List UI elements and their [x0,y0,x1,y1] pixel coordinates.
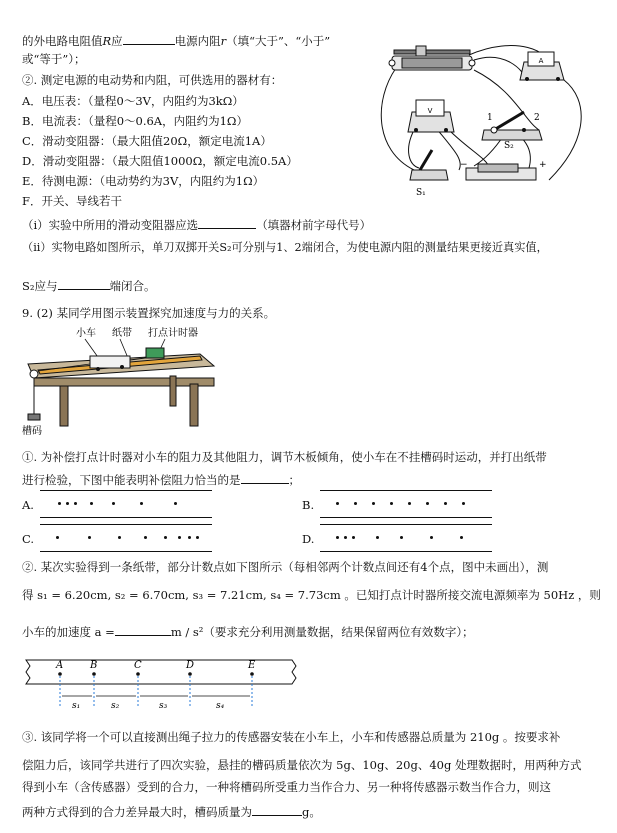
question-ii-line2 [22,278,156,293]
tape-dot [58,502,61,505]
label-tape: 纸带 [112,328,132,339]
battery [460,160,547,180]
text-segment: 的外电路电阻值 [22,34,103,48]
answer-blank[interactable] [241,472,289,484]
item-C: C．滑动变阻器：（最大阻值20Ω，额定电流1A） [22,134,272,148]
label-car: 小车 [76,328,96,339]
point-dot-C [136,672,140,676]
point-label-B: B [90,660,98,671]
q9-step3-line2: 偿阻力后，该同学共进行了四次实验，悬挂的槽码质量依次为 5g、10g、20g、40g 处理数据时，用两种方式 [22,758,582,772]
text-segment: 电源内阻 [174,34,221,48]
voltmeter [408,100,454,132]
counting-tape-figure [22,652,297,716]
segment-label-2: s₂ [111,701,120,711]
tape-dot [462,502,465,505]
answer-blank[interactable] [115,624,171,636]
tape-dot [144,536,147,539]
q9-step2-line1: ②. 某次实验得到一条纸带，部分计数点如下图所示（每相邻两个计数点间还有4个点，图中未画出），测 [22,560,549,574]
point-label-D: D [186,660,195,671]
tape-option-D[interactable] [320,524,492,552]
voltmeter-label: V [427,107,433,115]
battery-minus-label: − [460,160,468,170]
label-weight: 槽码 [22,426,42,437]
ammeter-label: A [538,57,544,65]
tape-dot [174,502,177,505]
tape-option-A[interactable] [40,490,212,518]
q9-step3-line1: ③. 该同学将一个可以直接测出绳子拉力的传感器安装在小车上，小车和传感器总质量为 210g 。按要求补 [22,730,561,744]
tape-dot [344,536,347,539]
text-segment: ； [288,473,300,487]
switch-s2 [482,112,542,151]
point-dot-B [92,672,96,676]
answer-blank[interactable] [252,804,302,816]
item-B: B．电流表：（量程0～0.6A，内阻约为1Ω） [22,114,248,128]
text-segment: m / s²（要求充分利用测量数据，结果保留两位有效数字）； [170,625,474,639]
battery-plus-label: + [539,160,547,170]
item-A: A．电压表：（量程0～3V，内阻约为3kΩ） [22,94,244,108]
tape-dot [376,536,379,539]
tape-dot [88,536,91,539]
tape-dot [112,502,115,505]
point-label-C: C [134,660,142,671]
option-A-label: A. [22,498,34,512]
q9-title: 9. (2) 某同学用图示装置探究加速度与力的关系。 [22,306,276,320]
text-segment: 端闭合。 [109,279,156,293]
tape-dot [336,502,339,505]
segment-label-1: s₁ [72,701,81,711]
text-segment: （填器材前字母代号） [256,218,372,232]
q9-step2-line3 [22,624,474,639]
tape-dot [372,502,375,505]
line-2: 或“等于”）； [22,52,86,66]
s1-label: S₁ [416,188,426,198]
tape-dot [90,502,93,505]
tape-dot [188,536,191,539]
s2-label: S₂ [504,141,514,151]
tape-dot [444,502,447,505]
answer-blank[interactable] [58,278,110,290]
symbol-R: R [102,34,112,48]
tape-dot [408,502,411,505]
tape-dot [400,536,403,539]
question-ii: （ii）实物电路如图所示，单刀双掷开关S₂可分别与1、2端闭合，为使电源内阻的测量结果更接近真实值， [22,241,548,254]
text-segment: 两种方式得到的合力差异最大时，槽码质量为 [22,805,252,819]
point-label-A: A [56,660,64,671]
segment-label-3: s₃ [159,701,168,711]
text-segment: g。 [302,805,321,819]
tape-dot [164,536,167,539]
tape-dot [426,502,429,505]
circuit-diagram [374,40,596,210]
answer-blank[interactable] [123,33,175,45]
apparatus-figure [20,326,220,438]
option-C-label: C. [22,532,35,546]
tape-dot [74,502,77,505]
s2-terminal-1-label: 1 [487,113,493,123]
point-label-E: E [248,660,256,671]
tape-dot [56,536,59,539]
tape-dot [118,536,121,539]
q9-step3-line4 [22,804,321,819]
option-B-label: B. [302,498,315,512]
item-D: D．滑动变阻器：（最大阻值1000Ω，额定电流0.5A） [22,154,298,168]
tape-dot [140,502,143,505]
q9-step1-line1: ①. 为补偿打点计时器对小车的阻力及其他阻力，调节木板倾角，使小车在不挂槽码时运动，并打出纸带 [22,450,547,464]
tape-dot [336,536,339,539]
text-segment: S₂应与 [22,279,58,293]
tape-option-C[interactable] [40,524,212,552]
q9-step1-line2 [22,472,300,487]
tape-dot [460,536,463,539]
line-1 [22,33,330,48]
switch-s1 [410,150,448,198]
rheostat [389,46,475,70]
s2-terminal-2-label: 2 [534,113,540,123]
item-E: E．待测电源：（电动势约为3V，内阻约为1Ω） [22,174,265,188]
q9-step2-line2: 得 s₁ = 6.20cm, s₂ = 6.70cm, s₃ = 7.21cm, s₄ = 7.73cm 。已知打点计时器所接交流电源频率为 50Hz ，则 [22,588,601,602]
tape-option-B[interactable] [320,490,492,518]
text-segment: 应 [111,34,123,48]
option-D-label: D. [302,532,315,546]
point-dot-A [58,672,62,676]
text-segment: （填“大于”、“小于” [226,34,331,48]
symbol-r: r [220,34,227,48]
tape-dot [390,502,393,505]
item-2-heading: ②. 测定电源的电动势和内阻，可供选用的器材有： [22,73,283,87]
text-segment: （i）实验中所用的滑动变阻器应选 [22,218,199,232]
question-i [22,217,371,232]
tape-dot [196,536,199,539]
tape-dot [352,536,355,539]
q9-step3-line3: 得到小车（含传感器）受到的合力，一种将槽码所受重力当作合力、另一种将传感器示数当作合力，则这 [22,780,551,794]
text-segment: 进行检验，下图中能表明补偿阻力恰当的是 [22,473,241,487]
tape-dot [178,536,181,539]
segment-label-4: s₄ [216,701,225,711]
tape-dot [354,502,357,505]
tape-dot [66,502,69,505]
point-dot-D [188,672,192,676]
item-F: F．开关、导线若干 [22,194,122,208]
answer-blank[interactable] [198,217,256,229]
ammeter [520,52,564,81]
label-timer: 打点计时器 [148,328,198,339]
point-dot-E [250,672,254,676]
text-segment: 小车的加速度 a = [22,625,115,639]
tape-dot [430,536,433,539]
